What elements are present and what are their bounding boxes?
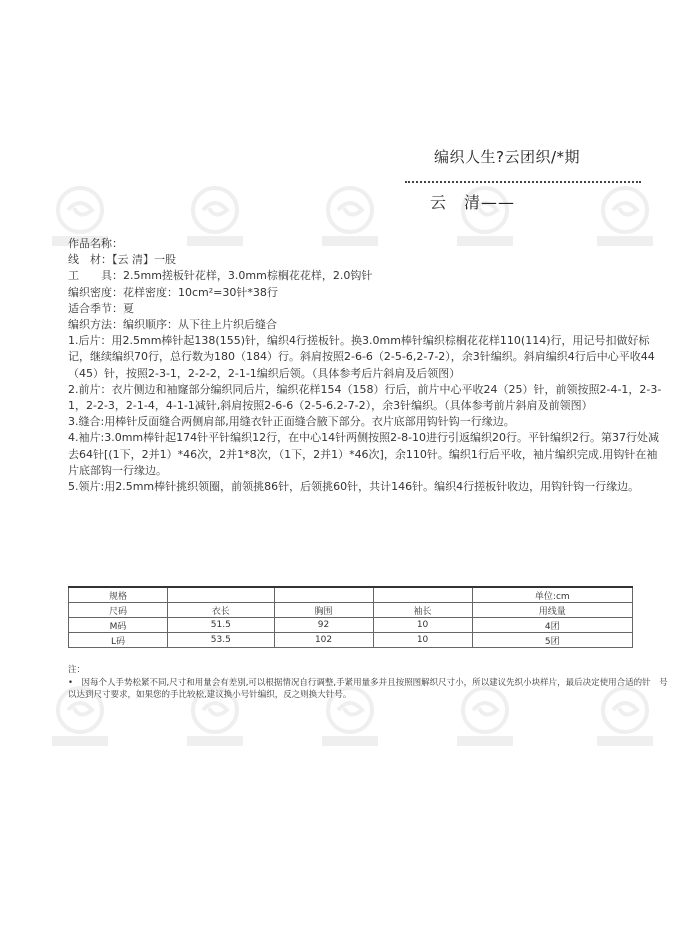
back-piece-step: 1.后片：用2.5mm棒针起138(155)针，编织4行搓板针。换3.0mm棒针编织棕榈花花样110(114)行，用记号扣做好标记，继续编织70行，总行数为180（184）行。斜肩按照2-6-6（2-5-6,2-7-2），余3针编织。斜肩编织4行后中心平收44（45）针，按照2-3-1，2-2-2，2-1-1编织后领。（具体参考后片斜肩及后领图） <box>68 334 655 380</box>
yarn-line: 线 材：【云 清】一股 <box>68 253 176 267</box>
pattern-name: 云 清—— <box>430 193 516 212</box>
front-piece-step: 2.前片：衣片侧边和袖窿部分编织同后片，编织花样154（158）行后，前片中心平收24（25）针，前领按照2-4-1，2-3-1，2-2-3，2-1-4，4-1-1减针,斜肩按照2-6-6（2-5-6.2-7-2），余3针编织。（具体参考前片斜肩及前领图） <box>68 382 662 413</box>
gauge-line: 编织密度：花样密度：10cm²=30针*38行 <box>68 285 278 299</box>
header-length: 衣长 <box>168 603 274 618</box>
header-bust: 胸围 <box>274 603 373 618</box>
collar-step: 5.领片:用2.5mm棒针挑织领圈，前领挑86针，后领挑60针，共计146针。编织4行搓板针收边，用钩针钩一行缘边。 <box>68 480 640 494</box>
tools-line: 工 具：2.5mm搓板针花样，3.0mm棕榈花花样，2.0钩针 <box>68 269 373 283</box>
unit-label: 单位:cm <box>472 587 632 603</box>
method-line: 编织方法：编织顺序：从下往上片织后缝合 <box>68 318 277 332</box>
table-row: M码 51.5 92 10 4团 <box>69 618 633 633</box>
size-table <box>68 586 633 648</box>
sleeve-step: 4.袖片:3.0mm棒针起174针平针编织12行，在中心14针两侧按照2-8-10进行引返编织20行。平针编织2行。第37行处减去64针[(1下，2并1）*46次，2并1*8次，（1下，2并1）*46次]，余110针。编织1行后平收，袖片编织完成.用钩针在袖片底部钩一行缘边。 <box>68 431 660 477</box>
season-line: 适合季节：夏 <box>68 301 134 315</box>
header-size: 尺码 <box>69 603 168 618</box>
header-yarn: 用线量 <box>472 603 632 618</box>
work-name-line: 作品名称： <box>68 237 123 250</box>
dotted-divider <box>405 181 641 183</box>
seaming-step: 3.缝合:用棒针反面缝合两侧肩部,用缝衣针正面缝合腋下部分。衣片底部用钩针钩一行缘边。 <box>68 415 515 429</box>
pattern-instructions <box>68 236 666 495</box>
header-sleeve: 袖长 <box>373 603 472 618</box>
document-title: 编织人生?云团织/*期 <box>434 148 581 166</box>
spec-label: 规格 <box>69 587 168 603</box>
notes <box>68 664 668 702</box>
table-row: L码 53.5 102 10 5团 <box>69 633 633 648</box>
notes-title: 注： <box>68 665 86 675</box>
notes-body: • 因每个人手势松紧不同,尺寸和用量会有差别,可以根据情况自行调整,手紧用量多并且按照图解织尺寸小，所以建议先织小块样片，最后决定使用合适的针 号以达到尺寸要求，如果您的手比较松,建议换小号针编织，反之则换大针号。 <box>68 677 668 700</box>
